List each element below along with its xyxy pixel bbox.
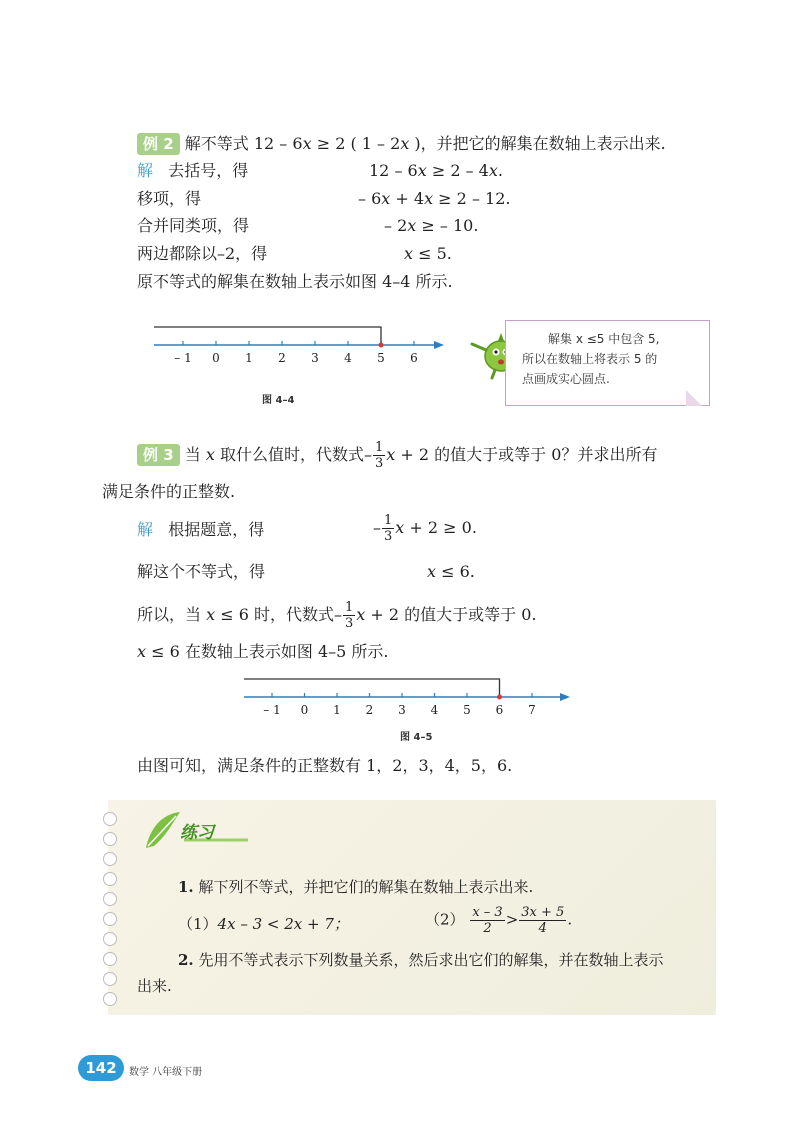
- denominator: 3: [375, 456, 384, 471]
- denominator: 3: [384, 529, 393, 544]
- example3-badge: 例 3: [137, 444, 180, 466]
- question-number: 2.: [178, 951, 194, 969]
- ex3-step2-expr: [427, 562, 475, 582]
- fraction-left: [470, 905, 504, 936]
- expr: + 2 ≥ 0.: [404, 518, 477, 537]
- fraction-one-third: [382, 513, 394, 544]
- tick-label: 1: [245, 351, 253, 365]
- var-x: x: [400, 134, 410, 153]
- text: 取什么值时，代数式–: [220, 445, 373, 464]
- ex2-step4-expr: [404, 244, 452, 264]
- ex2-step1-label: [137, 161, 248, 181]
- page-number: 142: [78, 1055, 124, 1081]
- ex3-step1-label: [137, 520, 264, 540]
- expr: ≥ – 10.: [416, 216, 479, 235]
- var-x: x: [427, 562, 437, 581]
- binder-ring: [103, 852, 117, 866]
- step-label: 去括号，得: [168, 161, 249, 180]
- binder-ring: [103, 952, 117, 966]
- book-title: 数学 八年级下册: [129, 1067, 203, 1078]
- ex3-fig-ref: [137, 642, 389, 662]
- tick-label: 0: [212, 351, 220, 365]
- note-box: [505, 320, 710, 406]
- period: .: [567, 910, 573, 929]
- var-x: x: [395, 518, 405, 537]
- numerator: 1: [375, 440, 384, 455]
- exercise-q1a: [178, 914, 349, 934]
- question-text: 解下列不等式，并把它们的解集在数轴上表示出来.: [193, 878, 534, 896]
- var-x: x: [404, 244, 414, 263]
- tick-label: 2: [278, 351, 286, 365]
- numerator: 3x + 5: [521, 905, 565, 920]
- ex3-so-line: [137, 600, 537, 631]
- ex2-step2-label: 移项，得: [137, 189, 202, 208]
- var-x: x: [417, 161, 427, 180]
- denominator: 2: [483, 921, 492, 936]
- binder-ring: [103, 932, 117, 946]
- step-label: 根据题意，得: [168, 520, 265, 539]
- tick-label: 1: [333, 703, 341, 717]
- ex2-step3-expr: [384, 216, 478, 236]
- operator: >: [505, 910, 519, 929]
- var-x: x: [206, 605, 216, 624]
- tick-label: – 1: [174, 351, 192, 365]
- ex2-conclusion: 原不等式的解集在数轴上表示如图 4–4 所示.: [137, 272, 453, 291]
- numerator: 1: [384, 513, 393, 528]
- var-x: x: [488, 161, 498, 180]
- binder-ring: [103, 892, 117, 906]
- ex3-step2-label: 解这个不等式，得: [137, 562, 266, 581]
- var-x: x: [302, 134, 312, 153]
- tick-label: 6: [495, 703, 504, 717]
- solid-point: [497, 695, 502, 700]
- ex3-step1-expr: – $\frac{1}{3}$ x + 2 ≥ 0.: [373, 513, 477, 544]
- solution-marker: 解: [137, 520, 154, 539]
- var-x: x: [381, 189, 391, 208]
- tick-label: 5: [377, 351, 385, 365]
- number-line-figure-4-5: [240, 670, 580, 720]
- tick-label: 4: [430, 703, 439, 717]
- var-x: x: [424, 189, 434, 208]
- figure-4-5-caption: 图 4–5: [400, 732, 433, 743]
- fraction-one-third: [373, 440, 385, 471]
- text: 当: [184, 445, 201, 464]
- text: ≤ 6 时，代数式–: [215, 605, 342, 624]
- ex2-step2-expr: [358, 189, 510, 209]
- fraction-one-third: [343, 600, 355, 631]
- numerator: 1: [345, 600, 354, 615]
- text: 所以，当: [137, 605, 202, 624]
- item-label: （2）: [425, 910, 465, 929]
- note-folded-corner: [686, 390, 702, 406]
- var-x: x: [137, 642, 147, 661]
- ex2-step3-label: 合并同类项，得: [137, 216, 250, 235]
- binder-ring: [103, 992, 117, 1006]
- var-x: x: [407, 216, 417, 235]
- binder-ring: [103, 832, 117, 846]
- note-line-2: 所以在数轴上将表示 5 的: [522, 352, 658, 366]
- tick-label: 7: [528, 703, 536, 717]
- numerator: x – 3: [472, 905, 503, 920]
- tick-label: 0: [300, 703, 309, 717]
- expr: – 2: [384, 216, 408, 235]
- binder-ring: [103, 972, 117, 986]
- binder-ring: [103, 812, 117, 826]
- item-label: （1）: [178, 915, 218, 933]
- solution-marker: 解: [137, 161, 154, 180]
- ex2-step4-label: 两边都除以–2，得: [137, 244, 268, 263]
- ex2-step1-expr: 12 – 6x ≥ 2 – 4x.: [369, 161, 503, 180]
- tick-label: 3: [311, 351, 319, 365]
- item-expr: 4x – 3 < 2x + 7；: [217, 915, 349, 933]
- number-line-figure-4-4: [150, 318, 450, 368]
- expr: 12 – 6: [369, 161, 418, 180]
- denominator: 4: [538, 921, 547, 936]
- var-x: x: [205, 445, 215, 464]
- expr: + 4: [390, 189, 425, 208]
- example2-text-c: )，并把它的解集在数轴上表示出来.: [409, 134, 666, 153]
- exercise-q1: [178, 877, 533, 897]
- fraction-right: [519, 905, 566, 936]
- solution-ray: [154, 327, 381, 345]
- expr: ≤ 6.: [436, 562, 475, 581]
- text: ≤ 6 在数轴上表示如图 4–5 所示.: [146, 642, 389, 661]
- tick-label: 3: [398, 703, 406, 717]
- binder-ring: [103, 872, 117, 886]
- figure-4-4-caption: 图 4–4: [262, 395, 295, 406]
- exercise-q1b: [425, 905, 572, 936]
- example2-statement: [137, 133, 666, 155]
- binder-ring: [103, 912, 117, 926]
- solid-point: [379, 343, 384, 348]
- question-text: 先用不等式表示下列数量关系，然后求出它们的解集，并在数轴上表示: [193, 951, 664, 969]
- expr: ≤ 5.: [413, 244, 452, 263]
- note-line-3: 点画成实心圆点.: [522, 372, 610, 386]
- text: + 2 的值大于或等于 0.: [365, 605, 537, 624]
- arrow-head: [560, 693, 570, 701]
- question-number: 1.: [178, 878, 194, 896]
- tick-label: 4: [344, 351, 352, 365]
- example2-badge: 例 2: [137, 133, 180, 155]
- example2-text-b: ≥ 2 ( 1 – 2: [311, 134, 401, 153]
- note-line-1: 解集 x ≤5 中包含 5,: [548, 332, 660, 346]
- example3-statement: [137, 440, 657, 471]
- expr: – 6: [358, 189, 382, 208]
- example2-text-a: 解不等式 12 – 6: [184, 134, 303, 153]
- denominator: 3: [345, 616, 354, 631]
- var-x: x: [356, 605, 366, 624]
- expr: ≥ 2 – 12.: [433, 189, 511, 208]
- exercise-q2-line2: 出来.: [137, 977, 172, 995]
- tick-label: 2: [365, 703, 374, 717]
- arrow-head: [434, 341, 444, 349]
- exercise-title: 练习: [180, 823, 214, 843]
- expr: ≥ 2 – 4: [426, 161, 489, 180]
- solution-ray: [244, 679, 500, 697]
- tick-label: 6: [410, 351, 418, 365]
- example3-statement-line2: 满足条件的正整数.: [102, 482, 236, 501]
- tick-label: 5: [463, 703, 471, 717]
- tick-label: – 1: [263, 703, 281, 717]
- text: + 2 的值大于或等于 0？并求出所有: [395, 445, 658, 464]
- ex3-final: 由图可知，满足条件的正整数有 1，2，3，4，5，6.: [137, 756, 513, 775]
- var-x: x: [386, 445, 396, 464]
- exercise-q2: [178, 950, 663, 970]
